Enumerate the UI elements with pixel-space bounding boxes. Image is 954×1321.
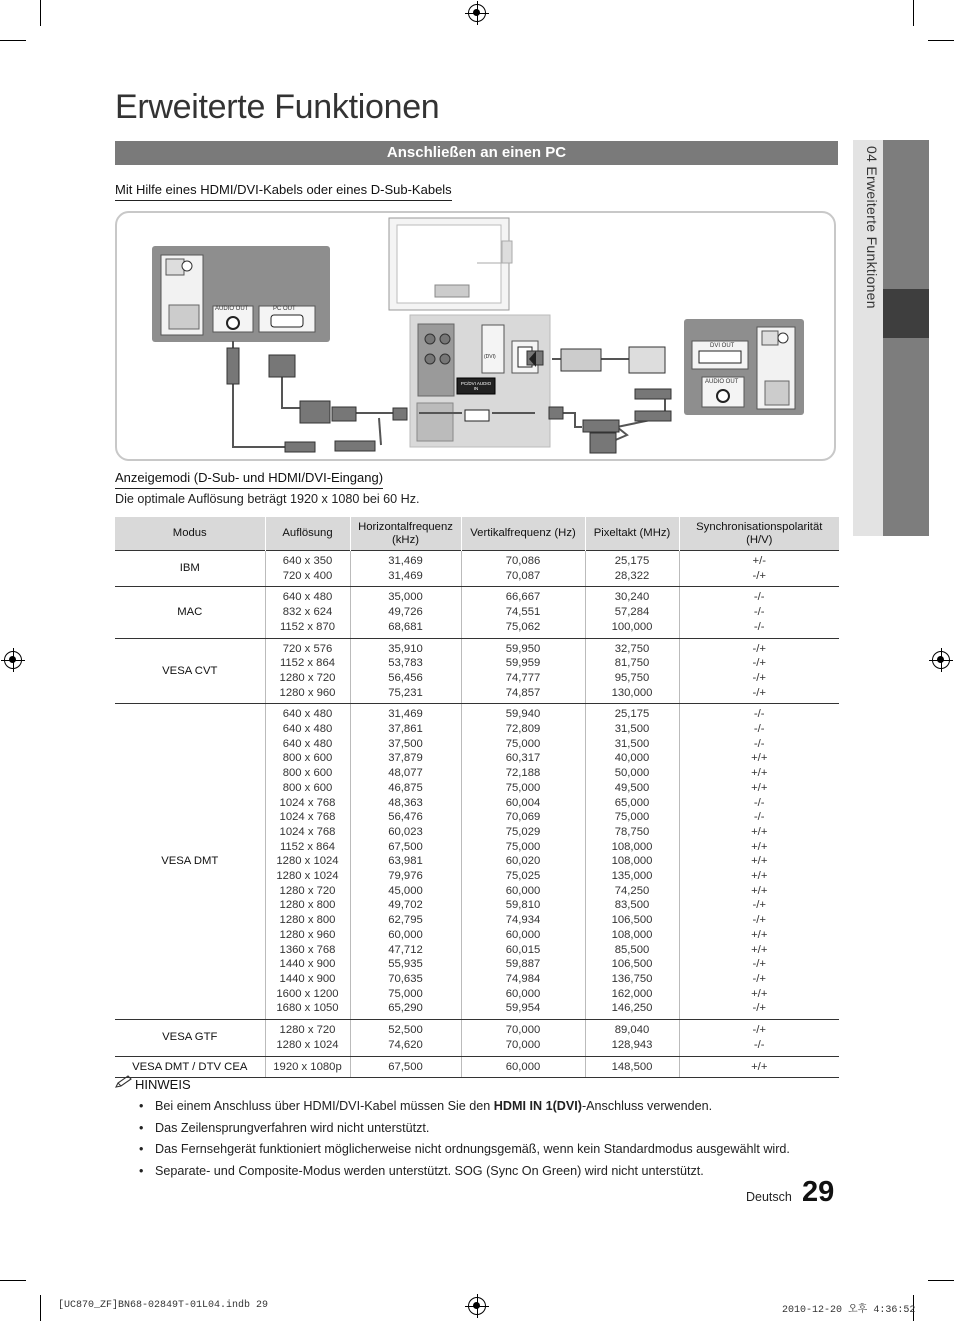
- header-vfreq: Vertikalfrequenz (Hz): [461, 517, 585, 551]
- cell-value: +/+: [751, 884, 768, 897]
- cell-value: 1920 x 1080p: [273, 1060, 342, 1073]
- pixelclock-cell: [585, 587, 679, 638]
- footer-language: Deutsch: [746, 1190, 792, 1204]
- cell-value: -/-: [753, 811, 765, 824]
- cell-value: 1280 x 960: [279, 928, 336, 941]
- mode-cell: MAC: [115, 587, 265, 638]
- header-pixelclock: Pixeltakt (MHz): [585, 517, 679, 551]
- vfreq-cell: [461, 1020, 585, 1056]
- cell-value: 56,456: [388, 671, 423, 684]
- tv-dvi-label: (DVI): [484, 354, 496, 360]
- cell-value: 800 x 600: [282, 767, 333, 780]
- cell-value: +/+: [751, 943, 768, 956]
- resolution-cell: [265, 587, 350, 638]
- cell-value: 1280 x 720: [279, 1024, 336, 1037]
- cell-value: 60,000: [505, 987, 541, 1000]
- cell-value: 60,000: [505, 1060, 541, 1073]
- mode-cell: IBM: [115, 551, 265, 587]
- cell-value: 70,086: [505, 555, 541, 567]
- cell-value: 53,783: [388, 657, 423, 670]
- cell-value: 31,469: [388, 555, 423, 567]
- pixelclock-cell: [585, 1020, 679, 1056]
- list-item: • Separate- und Composite-Modus werden unterstützt. SOG (Sync On Green) wird nicht unterstützt.: [137, 1163, 837, 1185]
- cell-value: 1024 x 768: [279, 811, 336, 824]
- cell-value: 74,984: [505, 972, 541, 985]
- cell-value: -/-: [753, 708, 765, 721]
- hfreq-cell: [350, 638, 461, 704]
- cell-value: 40,000: [614, 752, 650, 765]
- crop-mark: [40, 0, 41, 26]
- section-title: Anschließen an einen PC: [115, 141, 838, 165]
- cell-value: 1360 x 768: [279, 943, 336, 956]
- cell-value: 1280 x 800: [279, 914, 336, 927]
- cell-value: 46,875: [388, 781, 423, 794]
- cell-value: 35,000: [388, 591, 423, 604]
- header-resolution: Auflösung: [265, 517, 350, 551]
- cell-value: 89,040: [614, 1024, 650, 1037]
- cell-value: 52,500: [388, 1024, 423, 1037]
- cell-value: 59,810: [505, 899, 541, 912]
- cell-value: 70,087: [505, 569, 541, 582]
- cell-value: 56,476: [388, 811, 423, 824]
- cell-value: 28,322: [614, 569, 650, 582]
- cell-value: 1600 x 1200: [276, 987, 339, 1000]
- cell-value: 128,943: [611, 1038, 653, 1051]
- cell-value: 37,879: [388, 752, 423, 765]
- registration-mark-icon: [932, 651, 950, 669]
- cell-value: 75,000: [388, 987, 423, 1000]
- cell-value: 130,000: [611, 686, 653, 699]
- table-row: [115, 638, 839, 704]
- page-title: Erweiterte Funktionen: [115, 88, 440, 126]
- cell-value: 65,290: [388, 1002, 423, 1015]
- resolution-cell: [265, 638, 350, 704]
- cell-value: 75,231: [388, 686, 423, 699]
- connection-diagram: [115, 211, 836, 461]
- cell-value: 48,363: [388, 796, 423, 809]
- cell-value: 47,712: [388, 943, 423, 956]
- cell-value: 59,959: [505, 657, 541, 670]
- cell-value: 45,000: [388, 884, 423, 897]
- cell-value: 1440 x 900: [279, 972, 336, 985]
- cell-value: 1280 x 720: [279, 671, 336, 684]
- cell-value: 63,981: [388, 855, 423, 868]
- vfreq-cell: [461, 638, 585, 704]
- mode-cell: VESA CVT: [115, 638, 265, 704]
- pixelclock-cell: [585, 704, 679, 1020]
- cell-value: 1152 x 864: [279, 657, 336, 670]
- cell-value: 37,861: [388, 723, 423, 736]
- cell-value: 1280 x 1024: [276, 855, 339, 868]
- cell-value: 59,940: [505, 708, 541, 721]
- cell-value: 75,000: [505, 737, 541, 750]
- cell-value: 135,000: [611, 870, 653, 883]
- connection-illustration: [117, 213, 834, 459]
- cell-value: 75,000: [505, 840, 541, 853]
- cell-value: 640 x 480: [282, 737, 333, 750]
- cell-value: -/-: [753, 1038, 765, 1051]
- cell-value: 74,934: [505, 914, 541, 927]
- note-heading-text: HINWEIS: [135, 1077, 191, 1092]
- note-heading: [115, 1075, 191, 1092]
- file-info: [UC870_ZF]BN68-02849T-01L04.indb 29: [58, 1300, 269, 1311]
- cell-value: 162,000: [611, 987, 653, 1000]
- optimal-resolution-text: Die optimale Auflösung beträgt 1920 x 1080 bei 60 Hz.: [115, 492, 420, 506]
- cell-value: 832 x 624: [282, 606, 333, 619]
- cell-value: 25,175: [614, 555, 650, 567]
- polarity-cell: [679, 1020, 839, 1056]
- table-header-row: [115, 517, 839, 551]
- cell-value: +/+: [751, 767, 768, 780]
- cell-value: 1280 x 720: [279, 884, 336, 897]
- cell-value: 108,000: [611, 840, 653, 853]
- cell-value: 67,500: [388, 1060, 423, 1073]
- cell-value: 640 x 480: [282, 708, 333, 721]
- cell-value: 60,023: [388, 825, 423, 838]
- chapter-marker: [883, 289, 929, 338]
- cell-value: -/+: [752, 1002, 766, 1015]
- cell-value: 1280 x 800: [279, 899, 336, 912]
- cell-value: -/-: [753, 723, 765, 736]
- cell-value: 75,000: [505, 781, 541, 794]
- header-polarity: Synchronisationspolarität (H/V): [679, 517, 839, 551]
- cell-value: 108,000: [611, 928, 653, 941]
- cell-value: 65,000: [614, 796, 650, 809]
- cell-value: 81,750: [614, 657, 650, 670]
- cell-value: 720 x 400: [282, 569, 333, 582]
- cell-value: 70,635: [388, 972, 423, 985]
- cell-value: 72,809: [505, 723, 541, 736]
- hfreq-cell: [350, 704, 461, 1020]
- cell-value: 31,500: [614, 737, 650, 750]
- hfreq-cell: [350, 587, 461, 638]
- cell-value: 49,702: [388, 899, 423, 912]
- table-row: [115, 1056, 839, 1078]
- cell-value: -/+: [752, 671, 766, 684]
- cell-value: 83,500: [614, 899, 650, 912]
- pencil-icon: [115, 1075, 135, 1092]
- cell-value: 720 x 576: [282, 642, 333, 655]
- cell-value: 95,750: [614, 671, 650, 684]
- cell-value: 60,000: [505, 884, 541, 897]
- modes-subheading: Anzeigemodi (D-Sub- und HDMI/DVI-Eingang): [115, 470, 383, 489]
- cell-value: +/+: [751, 870, 768, 883]
- cell-value: 640 x 480: [282, 723, 333, 736]
- cell-value: 75,029: [505, 825, 541, 838]
- cell-value: -/+: [752, 686, 766, 699]
- cell-value: -/+: [752, 899, 766, 912]
- cell-value: 106,500: [611, 914, 653, 927]
- cell-value: -/+: [752, 569, 766, 582]
- cell-value: -/-: [753, 620, 765, 633]
- cell-value: -/+: [752, 642, 766, 655]
- pixelclock-cell: [585, 1056, 679, 1078]
- resolution-cell: [265, 551, 350, 587]
- resolution-cell: [265, 704, 350, 1020]
- cell-value: 106,500: [611, 958, 653, 971]
- mode-cell: VESA DMT / DTV CEA: [115, 1056, 265, 1078]
- cell-value: 59,954: [505, 1002, 541, 1015]
- cell-value: 75,000: [614, 811, 650, 824]
- cell-value: 59,887: [505, 958, 541, 971]
- cell-value: -/-: [753, 606, 765, 619]
- crop-mark: [0, 40, 26, 41]
- print-date: 2010-12-20 오후 4:36:52: [782, 1305, 916, 1316]
- cell-value: 31,500: [614, 723, 650, 736]
- cell-value: 37,500: [388, 737, 423, 750]
- cell-value: 49,726: [388, 606, 423, 619]
- cell-value: 35,910: [388, 642, 423, 655]
- cell-value: +/+: [751, 840, 768, 853]
- pixelclock-cell: [585, 551, 679, 587]
- cell-value: 75,025: [505, 870, 541, 883]
- cell-value: -/+: [752, 958, 766, 971]
- cell-value: -/-: [753, 591, 765, 604]
- crop-mark: [928, 40, 954, 41]
- cell-value: 68,681: [388, 620, 423, 633]
- table-body: [115, 551, 839, 1078]
- chapter-label: 04 Erweiterte Funktionen: [864, 146, 880, 309]
- tv-pc-audio-label: PC/DVI AUDIO IN: [460, 381, 492, 391]
- cell-value: 62,795: [388, 914, 423, 927]
- polarity-cell: [679, 1056, 839, 1078]
- cell-value: 32,750: [614, 642, 650, 655]
- registration-mark-icon: [468, 4, 486, 22]
- table-row: [115, 551, 839, 587]
- hfreq-cell: [350, 1020, 461, 1056]
- cell-value: 1280 x 1024: [276, 870, 339, 883]
- cell-value: 78,750: [614, 825, 650, 838]
- header-mode: Modus: [115, 517, 265, 551]
- cell-value: 70,000: [505, 1038, 541, 1051]
- cell-value: 25,175: [614, 708, 650, 721]
- pc-right-audio-label: AUDIO OUT: [705, 379, 739, 385]
- cell-value: 136,750: [611, 972, 653, 985]
- cell-value: 74,620: [388, 1038, 423, 1051]
- pc-right-dvi-label: DVI OUT: [710, 343, 735, 349]
- cell-value: 60,000: [505, 928, 541, 941]
- cell-value: 1152 x 870: [279, 620, 336, 633]
- hfreq-cell: [350, 551, 461, 587]
- cell-value: 49,500: [614, 781, 650, 794]
- cell-value: 85,500: [614, 943, 650, 956]
- cell-value: 74,551: [505, 606, 541, 619]
- cell-value: 800 x 600: [282, 752, 333, 765]
- cell-value: -/+: [752, 657, 766, 670]
- cell-value: 640 x 350: [282, 555, 333, 567]
- cell-value: 1280 x 960: [279, 686, 336, 699]
- cell-value: 800 x 600: [282, 781, 333, 794]
- cell-value: 79,976: [388, 870, 423, 883]
- vfreq-cell: [461, 587, 585, 638]
- cell-value: 30,240: [614, 591, 650, 604]
- cell-value: +/+: [751, 825, 768, 838]
- cell-value: 74,857: [505, 686, 541, 699]
- cell-value: 60,020: [505, 855, 541, 868]
- crop-mark: [913, 0, 914, 26]
- list-item: • Das Fernsehgerät funktioniert möglicherweise nicht ordnungsgemäß, wenn kein Standardmodus ausgewählt wird.: [137, 1141, 837, 1163]
- list-item: • Bei einem Anschluss über HDMI/DVI-Kabel müssen Sie den HDMI IN 1(DVI)-Anschluss verwenden.: [137, 1098, 837, 1120]
- cell-value: 50,000: [614, 767, 650, 780]
- cell-value: 70,069: [505, 811, 541, 824]
- cell-value: 1280 x 1024: [276, 1038, 339, 1051]
- resolution-cell: [265, 1020, 350, 1056]
- cell-value: 67,500: [388, 840, 423, 853]
- resolution-cell: [265, 1056, 350, 1078]
- cell-value: 148,500: [611, 1060, 653, 1073]
- polarity-cell: [679, 587, 839, 638]
- polarity-cell: [679, 551, 839, 587]
- polarity-cell: [679, 704, 839, 1020]
- crop-mark: [0, 1280, 26, 1281]
- pc-left-pcout-label: PC OUT: [273, 306, 296, 312]
- cell-value: 60,000: [388, 928, 423, 941]
- header-hfreq: Horizontalfrequenz (kHz): [350, 517, 461, 551]
- cell-value: 74,250: [614, 884, 650, 897]
- cell-value: 48,077: [388, 767, 423, 780]
- crop-mark: [40, 1295, 41, 1321]
- cell-value: 72,188: [505, 767, 541, 780]
- cell-value: +/+: [751, 928, 768, 941]
- table-row: [115, 1020, 839, 1056]
- cell-value: 70,000: [505, 1024, 541, 1037]
- cell-value: 1024 x 768: [279, 796, 336, 809]
- cell-value: -/-: [753, 737, 765, 750]
- cell-value: 146,250: [611, 1002, 653, 1015]
- cell-value: 1680 x 1050: [276, 1002, 339, 1015]
- mode-cell: VESA DMT: [115, 704, 265, 1020]
- cell-value: 1024 x 768: [279, 825, 336, 838]
- cell-value: 1440 x 900: [279, 958, 336, 971]
- crop-mark: [928, 1280, 954, 1281]
- hfreq-cell: [350, 1056, 461, 1078]
- cell-value: -/+: [752, 1024, 766, 1037]
- cell-value: 75,062: [505, 620, 541, 633]
- vfreq-cell: [461, 551, 585, 587]
- cell-value: +/-: [752, 555, 766, 567]
- pixelclock-cell: [585, 638, 679, 704]
- table-row: [115, 587, 839, 638]
- display-modes-table: [115, 517, 839, 1078]
- registration-mark-icon: [468, 1297, 486, 1315]
- cell-value: 59,950: [505, 642, 541, 655]
- cell-value: 100,000: [611, 620, 653, 633]
- cable-subheading: Mit Hilfe eines HDMI/DVI-Kabels oder eines D-Sub-Kabels: [115, 182, 452, 201]
- list-item: • Das Zeilensprungverfahren wird nicht unterstützt.: [137, 1120, 837, 1142]
- cell-value: 66,667: [505, 591, 541, 604]
- mode-cell: VESA GTF: [115, 1020, 265, 1056]
- cell-value: 74,777: [505, 671, 541, 684]
- cell-value: +/+: [751, 855, 768, 868]
- vfreq-cell: [461, 704, 585, 1020]
- cell-value: -/+: [752, 972, 766, 985]
- cell-value: +/+: [751, 781, 768, 794]
- cell-value: 60,015: [505, 943, 541, 956]
- cell-value: 55,935: [388, 958, 423, 971]
- polarity-cell: [679, 638, 839, 704]
- cell-value: 60,317: [505, 752, 541, 765]
- cell-value: 60,004: [505, 796, 541, 809]
- cell-value: +/+: [751, 1060, 768, 1073]
- cell-value: 108,000: [611, 855, 653, 868]
- notes-list: [137, 1098, 837, 1185]
- table-row: [115, 704, 839, 1020]
- registration-mark-icon: [4, 651, 22, 669]
- cell-value: +/+: [751, 752, 768, 765]
- cell-value: -/-: [753, 796, 765, 809]
- page-number: 29: [802, 1176, 835, 1208]
- cell-value: 1152 x 864: [279, 840, 336, 853]
- cell-value: 31,469: [388, 708, 423, 721]
- pc-left-audio-label: AUDIO OUT: [215, 306, 249, 312]
- chapter-strip: [883, 140, 929, 536]
- cell-value: 640 x 480: [282, 591, 333, 604]
- vfreq-cell: [461, 1056, 585, 1078]
- cell-value: 31,469: [388, 569, 423, 582]
- cell-value: -/+: [752, 914, 766, 927]
- cell-value: +/+: [751, 987, 768, 1000]
- cell-value: 57,284: [614, 606, 650, 619]
